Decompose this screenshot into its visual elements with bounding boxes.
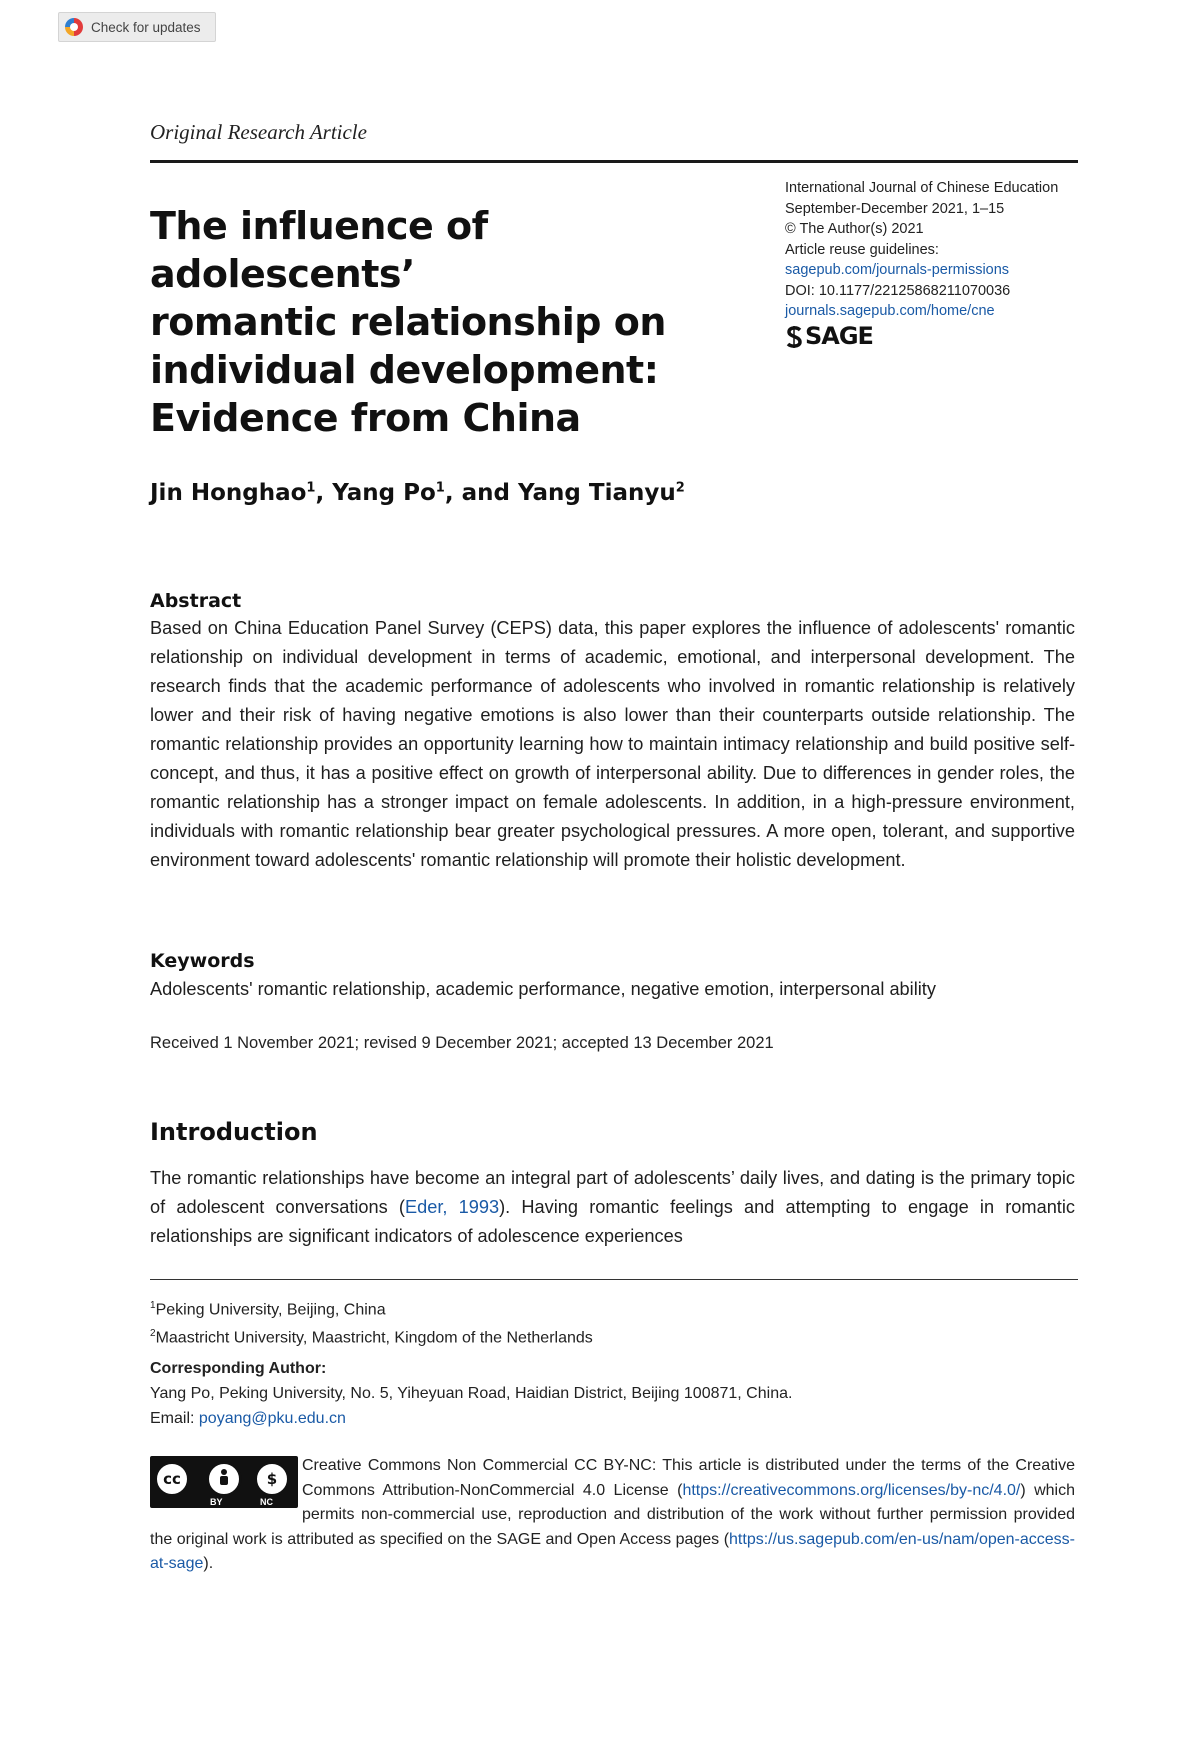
cc-by-nc-badge[interactable] <box>150 1456 298 1508</box>
journal-info <box>785 178 1085 351</box>
nc-dollar-icon: $ <box>254 1461 290 1497</box>
author-list: Jin Honghao$^1$, Yang Po$^1$, and Yang Tianyu$^2$ <box>150 480 685 506</box>
check-for-updates-button[interactable] <box>58 12 216 42</box>
sage-wordmark: SAGE <box>805 322 873 351</box>
doi: DOI: 10.1177/22125868211070036 <box>785 282 1011 299</box>
journal-homepage-link[interactable]: journals.sagepub.com/home/cne <box>785 303 995 319</box>
author: Yang Po$^1$ <box>332 480 445 506</box>
email-link[interactable]: poyang@pku.edu.cn <box>198 1410 346 1427</box>
affiliation: $^1$Peking University, Beijing, China <box>150 1300 386 1319</box>
author: Yang Tianyu$^2$ <box>517 480 685 506</box>
header-rule <box>150 160 1078 163</box>
copyright: © The Author(s) 2021 <box>785 221 924 237</box>
introduction-text: The romantic relationships have become an integral part of adolescents’ daily lives, and dating is the primary topic of adolescent conversations (Eder, 1993). Having romantic feelings and attempting to engage in romantic relationships are significant indicators of adolescence experiences <box>150 1168 1075 1246</box>
abstract-text: Based on China Education Panel Survey (CEPS) data, this paper explores the influence of adolescents' romantic relationship on individual development in terms of academic, emotional, and interpersonal development. The research finds that the academic performance of adolescents who involved in romantic relationship is relatively lower and their risk of having negative emotions is also lower than their counterparts outside relationship. The romantic relationship provides an opportunity learning how to maintain intimacy relationship and build positive self-concept, and thus, it has a positive effect on growth of interpersonal ability. Due to differences in gender roles, the romantic relationship has a stronger impact on female adolescents. In addition, in a high-pressure environment, individuals with romantic relationship bear greater psychological pressures. A more open, tolerant, and supportive environment toward adolescents' romantic relationship will promote their holistic development. <box>150 618 1075 870</box>
abstract-heading: Abstract <box>150 590 242 612</box>
nc-label: NC <box>260 1497 273 1507</box>
cc-icon: cc <box>154 1461 190 1497</box>
update-icon <box>65 18 83 36</box>
title-line: The influence of adolescents’ <box>150 204 488 296</box>
keywords-text: Adolescents' romantic relationship, academic performance, negative emotion, interpersonal ability <box>150 979 936 999</box>
reuse-label: Article reuse guidelines: <box>785 241 939 258</box>
article-title <box>150 202 750 442</box>
author: Jin Honghao$^1$ <box>150 480 316 506</box>
journal-issue: September-December 2021, 1–15 <box>785 200 1005 217</box>
license-link[interactable]: https://creativecommons.org/licenses/by-nc/4.0/ <box>682 1481 1021 1499</box>
license-text: Creative Commons Non Commercial CC BY-NC: This article is distributed under the terms of the Creative Commons Attribution-NonCommercial 4.0 License (https://creativecommons.org/licenses/by-nc/4.0/) which permits non-commercial use, reproduction and distribution of the work without further permission provided the original work is attributed as specified on the SAGE and Open Access pages (https://us.sagepub.com/en-us/nam/open-access-at-sage). <box>150 1457 1075 1572</box>
keywords-heading: Keywords <box>150 950 255 972</box>
received-dates: Received 1 November 2021; revised 9 December 2021; accepted 13 December 2021 <box>150 1034 774 1052</box>
corresponding-author-heading: Corresponding Author: <box>150 1360 327 1377</box>
check-for-updates-label: Check for updates <box>91 19 201 35</box>
title-line: romantic relationship on <box>150 300 666 344</box>
title-line: Evidence from China <box>150 396 581 440</box>
sage-logo <box>785 322 1085 351</box>
sage-s-icon <box>785 326 803 348</box>
by-person-icon <box>206 1461 242 1497</box>
footnote-rule <box>150 1279 1078 1280</box>
corresponding-author-address: Yang Po, Peking University, No. 5, Yiheyuan Road, Haidian District, Beijing 100871, China. <box>150 1385 793 1402</box>
by-label: BY <box>210 1497 223 1507</box>
open-access-link[interactable]: https://us.sagepub.com/en-us/nam/open-access-at-sage <box>150 1530 1075 1572</box>
person-glyph <box>216 1468 232 1490</box>
article-type: Original Research Article <box>150 120 367 144</box>
affiliations <box>150 1294 593 1351</box>
affiliation: $^2$Maastricht University, Maastricht, Kingdom of the Netherlands <box>150 1328 593 1347</box>
permissions-link[interactable]: sagepub.com/journals-permissions <box>785 262 1010 278</box>
introduction-heading: Introduction <box>150 1118 318 1146</box>
journal-name: International Journal of Chinese Education <box>785 180 1059 196</box>
title-line: individual development: <box>150 348 659 392</box>
citation-link[interactable]: Eder, 1993 <box>404 1197 500 1217</box>
email-line: Email: poyang@pku.edu.cn <box>150 1410 346 1427</box>
